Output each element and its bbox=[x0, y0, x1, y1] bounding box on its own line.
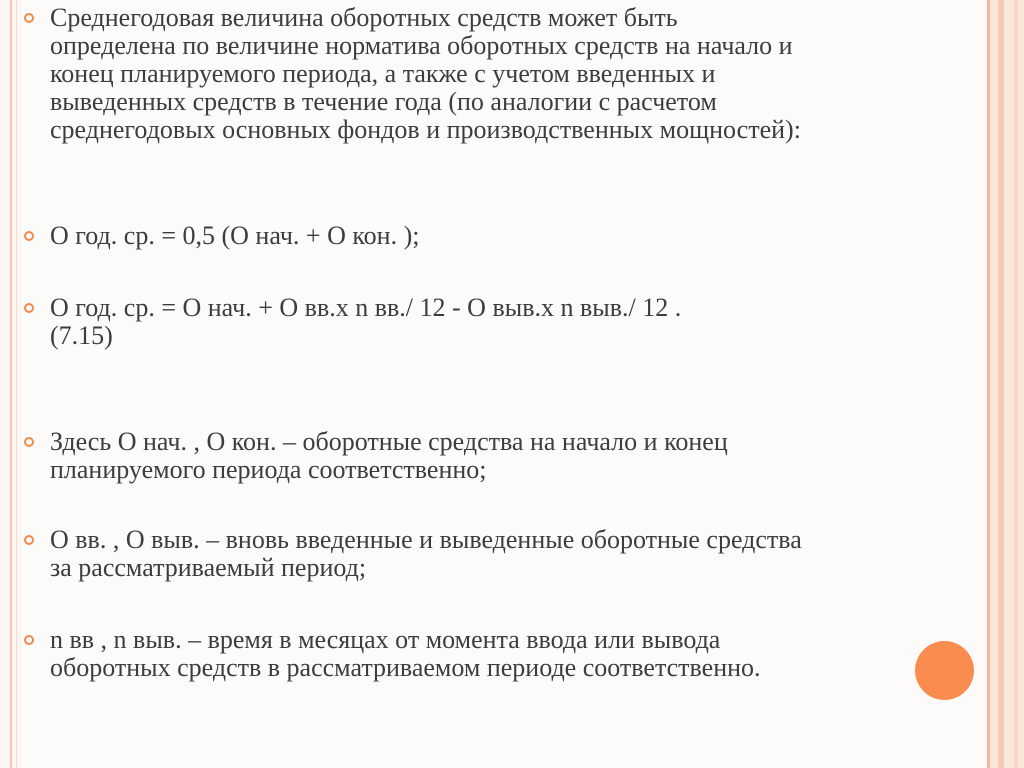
slide-frame-right-band bbox=[986, 0, 1024, 768]
bullet-paragraph bbox=[22, 428, 962, 484]
slide-frame-left-line-inner bbox=[16, 0, 17, 768]
decorative-orange-circle bbox=[915, 641, 974, 700]
paragraph-text bbox=[50, 626, 761, 682]
bullet-paragraph bbox=[22, 222, 962, 250]
bullet-paragraph bbox=[22, 626, 962, 682]
text-line: О год. ср. = О нач. + О вв.х n вв./ 12 - О выв.х n выв./ 12 . bbox=[50, 293, 682, 322]
bullet-circle-icon bbox=[24, 535, 34, 545]
bullet-paragraph bbox=[22, 294, 962, 350]
text-line: среднегодовых основных фондов и производственных мощностей): bbox=[50, 115, 801, 144]
slide-content bbox=[22, 0, 987, 768]
slide-frame-right-line bbox=[998, 0, 1004, 768]
text-line: конец планируемого периода, а также с учетом введенных и bbox=[50, 59, 716, 88]
paragraph-text bbox=[50, 428, 728, 484]
text-line: n вв , n выв. – время в месяцах от момента ввода или вывода bbox=[50, 625, 721, 654]
bullet-circle-icon bbox=[24, 635, 34, 645]
formula-text bbox=[50, 294, 681, 350]
slide-frame-right-line bbox=[1014, 0, 1018, 768]
bullet-circle-icon bbox=[24, 437, 34, 447]
text-line: (7.15) bbox=[50, 321, 113, 350]
text-line: оборотных средств в рассматриваемом периоде соответственно. bbox=[50, 653, 761, 682]
text-line: Здесь О нач. , О кон. – оборотные средства на начало и конец bbox=[50, 427, 728, 456]
formula-text bbox=[50, 222, 419, 250]
text-line: О год. ср. = 0,5 (О нач. + О кон. ); bbox=[50, 221, 420, 250]
bullet-circle-icon bbox=[24, 303, 34, 313]
text-line: планируемого периода соответственно; bbox=[50, 455, 487, 484]
bullet-circle-icon bbox=[24, 231, 34, 241]
paragraph-text bbox=[50, 526, 802, 582]
bullet-paragraph bbox=[22, 526, 962, 582]
text-line: определена по величине норматива оборотных средств на начало и bbox=[50, 31, 793, 60]
slide-frame-left-line bbox=[10, 0, 12, 768]
text-line: О вв. , О выв. – вновь введенные и выведенные оборотные средства bbox=[50, 525, 802, 554]
text-line: Среднегодовая величина оборотных средств может быть bbox=[50, 3, 678, 32]
text-line: за рассматриваемый период; bbox=[50, 553, 367, 582]
paragraph-text bbox=[50, 4, 801, 144]
slide-frame-right-line bbox=[987, 0, 990, 768]
text-line: выведенных средств в течение года (по аналогии с расчетом bbox=[50, 87, 717, 116]
bullet-paragraph bbox=[22, 4, 962, 144]
bullet-circle-icon bbox=[24, 13, 34, 23]
